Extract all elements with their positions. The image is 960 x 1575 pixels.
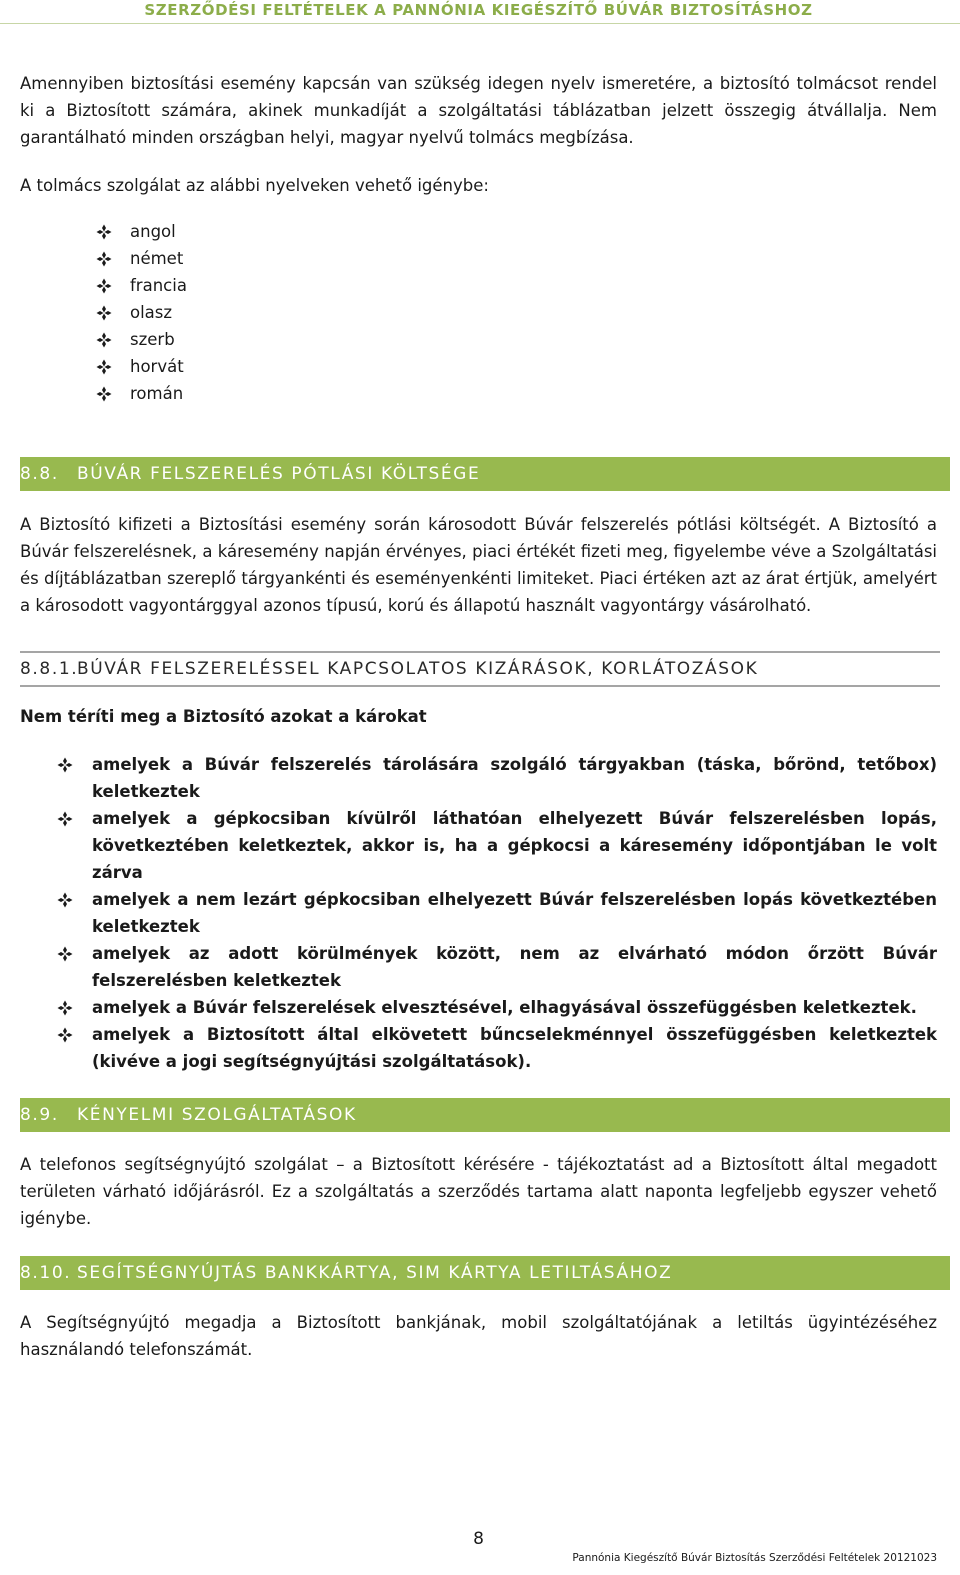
diamond-bullet-icon [95,299,113,326]
language-item-text: szerb [130,330,175,349]
exclusion-item [20,1021,937,1075]
diamond-bullet-icon [95,353,113,380]
section-8-8-heading [20,457,950,491]
language-item [20,272,420,299]
diamond-bullet-icon [95,245,113,272]
section-8-8-paragraph: A Biztosító kifizeti a Biztosítási esemény során károsodott Búvár felszerelés pótlási költségét. A Biztosító a Búvár felszerelésnek, a káresemény napján érvényes, piaci értékét fizeti meg, figyelembe véve a Szolgáltatási és díjtáblázatban szereplő tárgyankénti és eseményenkénti limiteket. Piaci értéken azt az árat értjük, amelyért a károsodott vagyontárggyal azonos típusú, korú és állapotú használt vagyontárgy vásárolható. [20,515,937,615]
intro-paragraph: Amennyiben biztosítási esemény kapcsán van szükség idegen nyelv ismeretére, a biztosító tolmácsot rendel ki a Biztosított számára, akinek munkadíját a szolgáltatási táblázatban jelzett összegig átvállalja. Nem garantálható minden országban helyi, magyar nyelvű tolmács megbízása. [20,74,937,147]
language-item-text: román [130,384,184,403]
diamond-bullet-icon [95,218,113,245]
diamond-bullet-icon [95,380,113,407]
language-item [20,218,420,245]
section-number: 8.10. [20,1263,72,1283]
diamond-bullet-icon [56,940,74,967]
languages-intro: A tolmács szolgálat az alábbi nyelveken vehető igénybe: [20,176,489,195]
language-item-text: olasz [130,303,173,322]
exclusion-item-text: amelyek a Búvár felszerelés tárolására szolgáló tárgyakban (táska, bőrönd, tetőbox) keletkeztek [92,755,937,801]
section-number: 8.8.1. [20,659,79,679]
exclusion-item [20,994,937,1021]
diamond-bullet-icon [95,272,113,299]
exclusion-item-text: amelyek a Búvár felszerelések elvesztésével, elhagyásával összefüggésben keletkeztek. [92,998,917,1017]
language-item [20,380,420,407]
exclusions-list [20,751,937,1075]
diamond-bullet-icon [56,886,74,913]
header-rule [0,23,960,24]
exclusion-item [20,751,937,805]
section-number: 8.8. [20,464,59,484]
section-number: 8.9. [20,1105,59,1125]
diamond-bullet-icon [56,994,74,1021]
diamond-bullet-icon [56,805,74,832]
exclusion-item [20,805,937,886]
language-item-text: horvát [130,357,184,376]
language-item-text: francia [130,276,187,295]
diamond-bullet-icon [56,1021,74,1048]
running-header: SZERZŐDÉSI FELTÉTELEK A PANNÓNIA KIEGÉSZÍTŐ BÚVÁR BIZTOSÍTÁSHOZ [144,1,813,19]
section-8-10-heading [20,1256,950,1290]
exclusion-item [20,940,937,994]
language-item [20,299,420,326]
exclusion-item [20,886,937,940]
footer-note: Pannónia Kiegészítő Búvár Biztosítás Szerződési Feltételek 20121023 [572,1552,937,1564]
section-8-10-paragraph: A Segítségnyújtó megadja a Biztosított bankjának, mobil szolgáltatójának a letiltás ügyintézéséhez használandó telefonszámát. [20,1313,937,1359]
section-8-9-paragraph: A telefonos segítségnyújtó szolgálat – a Biztosított kérésére - tájékoztatást ad a Biztosított által megadott területen várható időjárásról. Ez a szolgáltatás a szerződés tartama alatt naponta legfeljebb egyszer vehető igénybe. [20,1155,937,1228]
exclusions-lead: Nem téríti meg a Biztosító azokat a károkat [20,707,427,726]
exclusion-item-text: amelyek az adott körülmények között, nem az elvárható módon őrzött Búvár felszerelésben keletkeztek [92,944,937,990]
page-number: 8 [473,1529,484,1549]
language-item [20,326,420,353]
section-title: BÚVÁR FELSZERELÉSSEL KAPCSOLATOS KIZÁRÁSOK, KORLÁTOZÁSOK [77,659,759,679]
diamond-bullet-icon [95,326,113,353]
languages-list [20,218,420,407]
exclusion-item-text: amelyek a nem lezárt gépkocsiban elhelyezett Búvár felszerelésben lopás következtében keletkeztek [92,890,937,936]
section-8-8-1-heading [20,651,940,687]
section-title: BÚVÁR FELSZERELÉS PÓTLÁSI KÖLTSÉGE [77,464,481,484]
section-8-9-heading [20,1098,950,1132]
language-item-text: német [130,249,184,268]
exclusion-item-text: amelyek a gépkocsiban kívülről láthatóan elhelyezett Búvár felszerelésben lopás, következtében keletkeztek, akkor is, ha a gépkocsi a káresemény időpontjában le volt zárva [92,809,937,882]
language-item-text: angol [130,222,176,241]
section-title: KÉNYELMI SZOLGÁLTATÁSOK [77,1105,357,1125]
language-item [20,245,420,272]
document-page [20,0,937,1549]
section-title: SEGÍTSÉGNYÚJTÁS BANKKÁRTYA, SIM KÁRTYA LETILTÁSÁHOZ [77,1263,673,1283]
exclusion-item-text: amelyek a Biztosított által elkövetett bűncselekménnyel összefüggésben keletkeztek (kivéve a jogi segítségnyújtási szolgáltatások). [92,1025,937,1071]
language-item [20,353,420,380]
diamond-bullet-icon [56,751,74,778]
